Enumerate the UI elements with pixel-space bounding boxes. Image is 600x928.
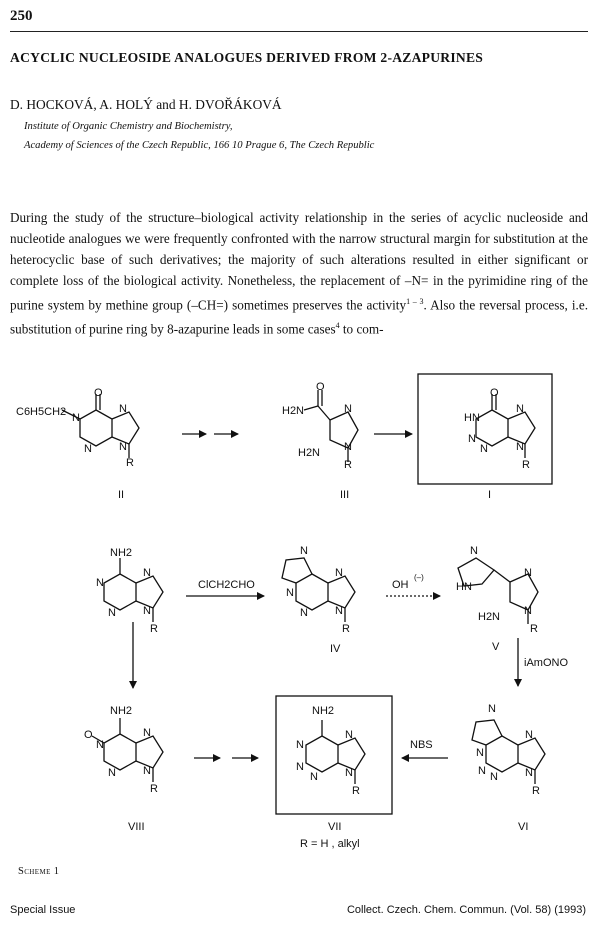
atom-label: N bbox=[345, 767, 353, 779]
atom-label: N bbox=[296, 739, 304, 751]
atom-label: HN bbox=[456, 581, 472, 593]
paper-title: ACYCLIC NUCLEOSIDE ANALOGUES DERIVED FROM 2-AZAPURINES bbox=[10, 50, 484, 65]
author-text: OLÝ bbox=[125, 97, 153, 112]
atom-label: H2N bbox=[478, 611, 501, 623]
atom-label: N bbox=[84, 443, 92, 455]
atom-label: R bbox=[522, 459, 530, 471]
atom-label: N bbox=[108, 767, 116, 779]
affiliation-line-1: Institute of Organic Chemistry and Biochemistry, bbox=[24, 121, 233, 132]
reagent-iamono: iAmONO bbox=[524, 657, 568, 669]
author-text: and H. D bbox=[152, 97, 205, 112]
author-text: VOŘÁKOVÁ bbox=[204, 97, 282, 112]
compound-label-IV: IV bbox=[330, 643, 341, 655]
atom-label: N bbox=[310, 771, 318, 783]
atom-label: R bbox=[344, 459, 352, 471]
compound-label-I: I bbox=[488, 489, 492, 501]
atom-label: O bbox=[490, 387, 499, 399]
atom-label: N bbox=[470, 545, 478, 557]
atom-label: N bbox=[335, 605, 343, 617]
box-compound-I bbox=[418, 374, 552, 484]
author-text: D. H bbox=[10, 97, 37, 112]
atom-label: N bbox=[300, 545, 308, 557]
atom-label: N bbox=[516, 441, 524, 453]
atom-label: N bbox=[468, 433, 476, 445]
body-paragraph bbox=[10, 207, 588, 340]
atom-label: N bbox=[345, 729, 353, 741]
atom-label: N bbox=[96, 577, 104, 589]
atom-label: N bbox=[524, 567, 532, 579]
scheme-caption: Scheme 1 bbox=[18, 866, 60, 877]
atom-label: N bbox=[72, 412, 80, 424]
atom-label: N bbox=[296, 761, 304, 773]
body-text: During the study of the structure–biological activity relationship in the series of acyclic nucleoside and nucleotide analogues we were frequently confronted with the narrow structural margin for substitution at the heterocyclic base of such derivatives; the majority of such alterations resulted in either significant or complete loss of the biological activity. Nonetheless, the replacement of –N= in the pyrimidine ring of the purine system by methine group (–CH=) sometimes preserves the activity bbox=[10, 210, 588, 313]
atom-label: O bbox=[84, 729, 93, 741]
benzyl-label: C6H5CH2 bbox=[16, 406, 67, 418]
citation-ref: 1 – 3 bbox=[406, 297, 424, 306]
atom-label: N bbox=[300, 607, 308, 619]
compound-label-III: III bbox=[340, 489, 350, 501]
atom-label: N bbox=[143, 727, 151, 739]
body-text: . Also the reversal process, i.e. substitution of purine ring by 8-azapurine leads in some cases bbox=[10, 297, 588, 337]
atom-label: N bbox=[96, 739, 104, 751]
atom-label: R bbox=[150, 623, 158, 635]
footer-left: Special Issue bbox=[10, 904, 76, 916]
atom-label: N bbox=[524, 605, 532, 617]
atom-label: N bbox=[344, 403, 352, 415]
affiliation-line-2: Academy of Sciences of the Czech Republic, 166 10 Prague 6, The Czech Republic bbox=[24, 140, 375, 151]
reagent-clch2cho: ClCH2CHO bbox=[198, 579, 255, 591]
atom-label: N bbox=[143, 605, 151, 617]
atom-label: N bbox=[344, 441, 352, 453]
reagent-nbs: NBS bbox=[410, 739, 433, 751]
compound-label-VIII: VIII bbox=[128, 821, 145, 833]
footer-right: Collect. Czech. Chem. Commun. (Vol. 58) (1993) bbox=[346, 904, 586, 916]
compound-label-VII: VII bbox=[328, 821, 342, 833]
atom-label: R bbox=[342, 623, 350, 635]
atom-label: R bbox=[126, 457, 134, 469]
atom-label: H2N bbox=[282, 405, 305, 417]
atom-label: N bbox=[108, 607, 116, 619]
compound-label-V: V bbox=[492, 641, 500, 653]
reagent-oh-charge: (–) bbox=[414, 573, 424, 582]
atom-label: N bbox=[143, 765, 151, 777]
atom-label: O bbox=[94, 387, 103, 399]
header-rule bbox=[10, 31, 588, 32]
author-text: OCKOVÁ bbox=[36, 97, 94, 112]
author-text: , A. H bbox=[93, 97, 126, 112]
compound-label-II: II bbox=[118, 489, 125, 501]
atom-label: N bbox=[119, 403, 127, 415]
atom-label: N bbox=[286, 587, 294, 599]
atom-label: N bbox=[525, 729, 533, 741]
atom-label: N bbox=[480, 443, 488, 455]
structure-II bbox=[62, 394, 139, 458]
atom-label: N bbox=[490, 771, 498, 783]
citation-ref: 4 bbox=[335, 321, 340, 331]
atom-label: HN bbox=[464, 412, 480, 424]
atom-label: N bbox=[488, 703, 496, 715]
compound-label-VI: VI bbox=[518, 821, 529, 833]
atom-label: NH2 bbox=[110, 547, 133, 559]
atom-label: N bbox=[119, 441, 127, 453]
atom-label: N bbox=[476, 747, 484, 759]
atom-label: N bbox=[478, 765, 486, 777]
atom-label: N bbox=[143, 567, 151, 579]
atom-label: R bbox=[352, 785, 360, 797]
substituent-note: R = H , alkyl bbox=[300, 838, 360, 850]
page-number: 250 bbox=[10, 8, 33, 24]
reagent-oh: OH bbox=[392, 579, 409, 591]
atom-label: N bbox=[516, 403, 524, 415]
atom-label: NH2 bbox=[312, 705, 335, 717]
atom-label: R bbox=[532, 785, 540, 797]
atom-label: R bbox=[530, 623, 538, 635]
atom-label: NH2 bbox=[110, 705, 133, 717]
atom-label: O bbox=[316, 381, 325, 393]
author-list bbox=[10, 97, 282, 113]
atom-label: N bbox=[525, 767, 533, 779]
atom-label: H2N bbox=[298, 447, 321, 459]
atom-label: N bbox=[335, 567, 343, 579]
atom-label: R bbox=[150, 783, 158, 795]
reaction-scheme bbox=[0, 360, 600, 865]
body-text: to com- bbox=[339, 321, 384, 337]
